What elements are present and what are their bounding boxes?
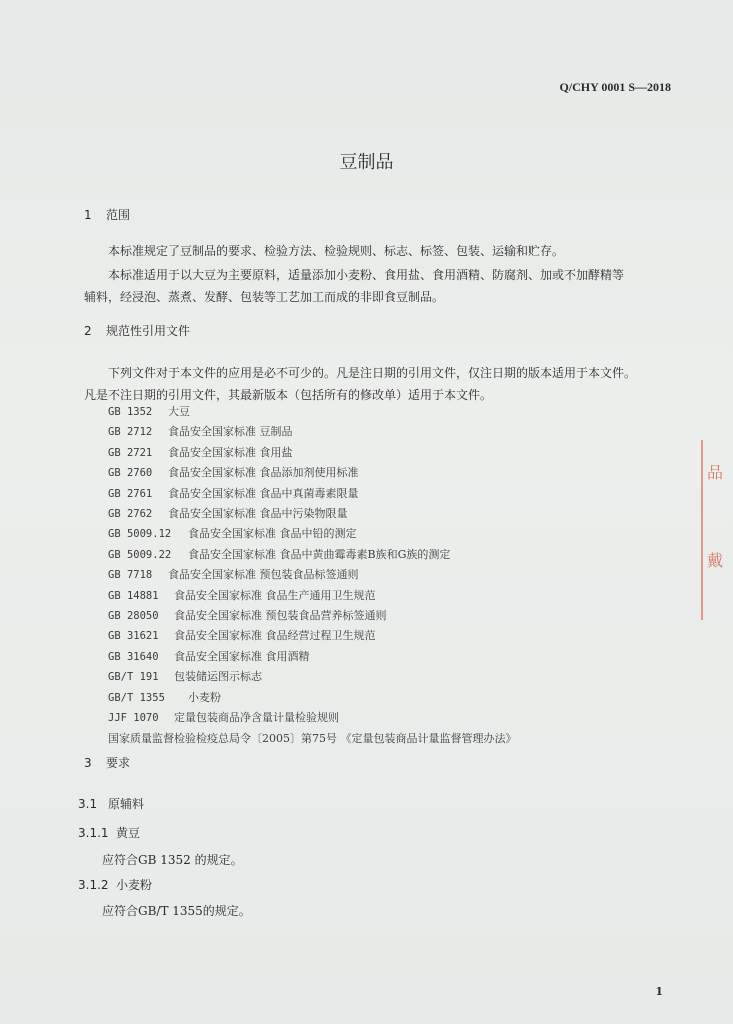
reference-item: GB 5009.22 食品安全国家标准 食品中黄曲霉毒素B族和G族的测定 bbox=[108, 547, 451, 561]
subsection-heading bbox=[78, 876, 152, 893]
reference-item: GB 5009.12 食品安全国家标准 食品中铅的测定 bbox=[108, 527, 357, 541]
paragraph: 辅料，经浸泡、蒸煮、发酵、包装等工艺加工而成的非即食豆制品。 bbox=[84, 290, 445, 304]
section-number: 3.1.2 bbox=[78, 878, 109, 892]
stamp-fragment: 品 bbox=[707, 463, 724, 482]
paragraph: 本标准适用于以大豆为主要原料，适量添加小麦粉、食用盐、食用酒精、防腐剂、加或不加酵精等 bbox=[108, 268, 625, 282]
subsection-heading bbox=[78, 824, 140, 841]
section-number: 1 bbox=[84, 208, 92, 222]
section-number: 3 bbox=[84, 756, 92, 770]
reference-item: GB 1352 大豆 bbox=[108, 405, 190, 418]
page-number: 1 bbox=[655, 985, 663, 998]
section-title: 范围 bbox=[106, 208, 131, 222]
reference-item: GB 28050 食品安全国家标准 预包装食品营养标签通则 bbox=[108, 609, 387, 623]
paragraph: 应符合GB/T 1355的规定。 bbox=[102, 904, 251, 918]
stamp-fragment: 戴 bbox=[707, 551, 724, 570]
reference-item: GB 2762 食品安全国家标准 食品中污染物限量 bbox=[108, 507, 348, 521]
section-title: 小麦粉 bbox=[116, 878, 153, 892]
section-number: 2 bbox=[84, 324, 92, 338]
reference-item: GB 2712 食品安全国家标准 豆制品 bbox=[108, 425, 293, 439]
section-title: 黄豆 bbox=[116, 826, 141, 840]
paragraph: 本标准规定了豆制品的要求、检验方法、检验规则、标志、标签、包装、运输和贮存。 bbox=[108, 244, 565, 258]
paragraph: 下列文件对于本文件的应用是必不可少的。凡是注日期的引用文件，仅注日期的版本适用于本文件。 bbox=[108, 366, 637, 380]
section-title: 规范性引用文件 bbox=[106, 324, 191, 338]
section-number: 3.1 bbox=[78, 797, 98, 811]
section-number: 3.1.1 bbox=[78, 826, 109, 840]
reference-item: JJF 1070 定量包装商品净含量计量检验规则 bbox=[108, 711, 339, 725]
section-1-heading bbox=[84, 206, 130, 223]
reference-item: GB/T 1355 小麦粉 bbox=[108, 690, 221, 704]
reference-item: 国家质量监督检验检疫总局令〔2005〕第75号 《定量包装商品计量监督管理办法》 bbox=[108, 731, 517, 745]
paragraph: 凡是不注日期的引用文件，其最新版本（包括所有的修改单）适用于本文件。 bbox=[84, 388, 493, 402]
section-2-heading bbox=[84, 322, 190, 339]
reference-item: GB 31640 食品安全国家标准 食用酒精 bbox=[108, 649, 310, 663]
reference-item: GB 2760 食品安全国家标准 食品添加剂使用标准 bbox=[108, 466, 359, 480]
seal-stamp bbox=[701, 440, 733, 620]
reference-item: GB 2761 食品安全国家标准 食品中真菌毒素限量 bbox=[108, 486, 359, 500]
document-number: Q/CHY 0001 S—2018 bbox=[559, 80, 671, 94]
reference-item: GB 7718 食品安全国家标准 预包装食品标签通则 bbox=[108, 568, 359, 582]
reference-item: GB/T 191 包装储运图示标志 bbox=[108, 670, 262, 684]
reference-item: GB 14881 食品安全国家标准 食品生产通用卫生规范 bbox=[108, 588, 376, 602]
reference-item: GB 2721 食品安全国家标准 食用盐 bbox=[108, 445, 293, 459]
reference-list bbox=[108, 402, 517, 748]
section-3-heading bbox=[84, 754, 130, 771]
reference-item: GB 31621 食品安全国家标准 食品经营过程卫生规范 bbox=[108, 629, 376, 643]
section-title: 原辅料 bbox=[108, 797, 145, 811]
subsection-heading bbox=[78, 795, 144, 812]
section-title: 要求 bbox=[106, 756, 131, 770]
page-title: 豆制品 bbox=[339, 152, 394, 173]
paragraph: 应符合GB 1352 的规定。 bbox=[102, 853, 243, 867]
